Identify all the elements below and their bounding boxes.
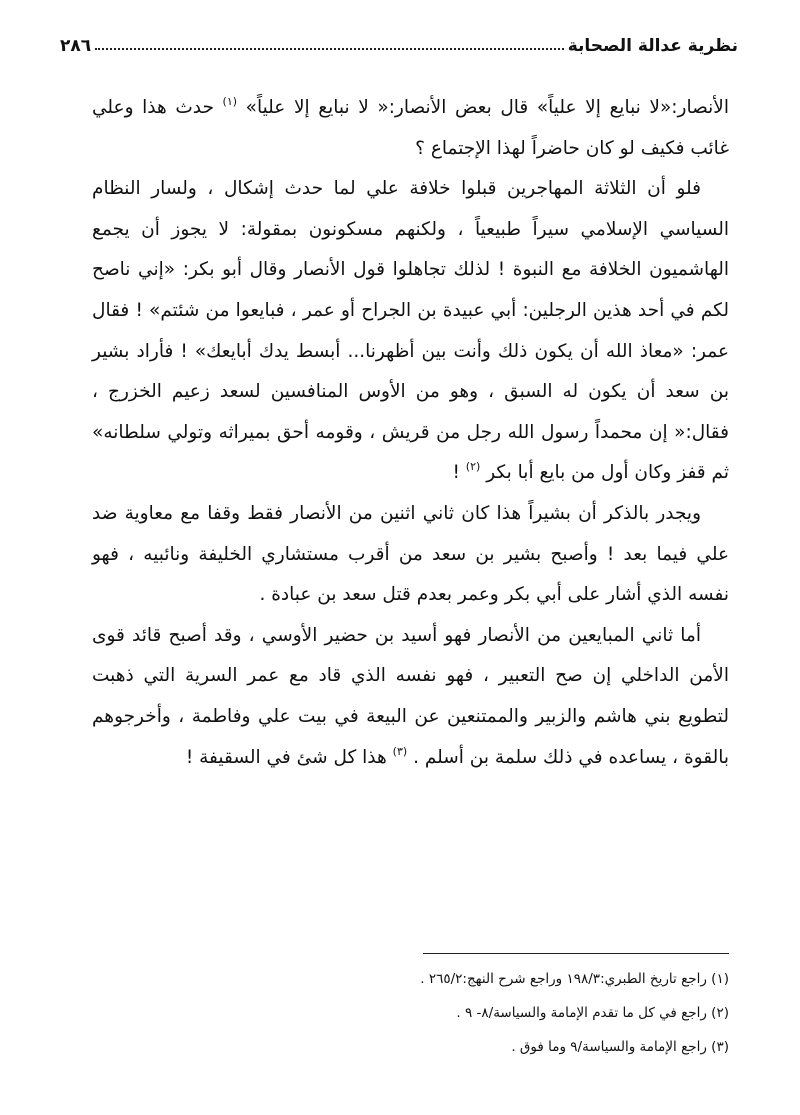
footnote-ref-1: (١) (222, 95, 238, 108)
paragraph-4 (92, 616, 729, 778)
running-header (60, 28, 738, 56)
page-number: ٢٨٦ (60, 36, 92, 56)
footnote-1: (١) راجع تاريخ الطبري:١٩٨/٣ وراجع شرح النهج:٢٦٥/٢ . (420, 971, 729, 987)
footnote-ref-3: (٣) (392, 744, 408, 758)
paragraph-2-text-b: ! (452, 462, 460, 484)
paragraph-4-text-b: هذا كل شئ في السقيفة ! (185, 746, 387, 768)
main-text (92, 88, 729, 778)
footnote-2: (٢) راجع في كل ما تقدم الإمامة والسياسة/٨- ٩ . (456, 1005, 729, 1021)
footnote-ref-2: (٢) (465, 460, 481, 474)
paragraph-1 (92, 88, 729, 169)
paragraph-3: ويجدر بالذكر أن بشيراً هذا كان ثاني اثنين من الأنصار فقط وقفا مع معاوية ضد علي فيما بعد ! وأصبح بشير بن سعد من أقرب مستشاري الخليفة ونائبيه ، فهو نفسه الذي أشار على أبي بكر وعمر بعدم قتل سعد بن عبادة . (92, 502, 729, 606)
footnote-separator (423, 953, 729, 954)
paragraph-2-text-a: فلو أن الثلاثة المهاجرين قبلوا خلافة علي لما حدث إشكال ، ولسار النظام السياسي الإسلامي سيراً طبيعياً ، ولكنهم مسكونون بمقولة: لا يجوز أن يجمع الهاشميون الخلافة مع النبوة ! لذلك تجاهلوا قول الأنصار وقال أبو بكر: «إني ناصح لكم في أحد هذين الرجلين: أبي عبيدة بن الجراح أو عمر ، فبايعوا من شئتم» ! فقال عمر: «معاذ الله أن يكون ذلك وأنت بين أظهرنا... أبسط يدك أبايعك» ! فأراد بشير بن سعد أن يكون له السبق ، وهو من الأوس المنافسين لسعد زعيم الخزرج ، فقال:« إن محمداً رسول الله رجل من قريش ، وقومه أحق بميراثه وتولي سلطانه» ثم قفز وكان أول من بايع أبا بكر (92, 178, 729, 484)
footnotes (260, 962, 729, 1064)
paragraph-1-text-a: الأنصار:«لا نبايع إلا علياً» قال بعض الأنصار:« لا نبايع إلا علياً» (245, 97, 729, 118)
paragraph-1-text-b: حدث هذا وعلي غائب فكيف لو كان حاضراً لهذا الإجتماع ؟ (92, 97, 729, 159)
header-dotted-leader (95, 47, 564, 50)
footnote-3: (٣) راجع الإمامة والسياسة/٩ وما فوق . (511, 1039, 729, 1055)
paragraph-4-text-a: أما ثاني المبايعين من الأنصار فهو أسيد بن حضير الأوسي ، وقد أصبح قائد قوى الأمن الداخلي إن صح التعبير ، فهو نفسه الذي قاد مع عمر السرية التي ذهبت لتطويع بني هاشم والزبير والممتنعين عن البيعة في بيت علي وفاطمة ، وأخرجوهم بالقوة ، يساعده في ذلك سلمة بن أسلم . (92, 624, 729, 768)
paragraph-2 (92, 169, 729, 494)
header-title: نظرية عدالة الصحابة (567, 36, 738, 56)
